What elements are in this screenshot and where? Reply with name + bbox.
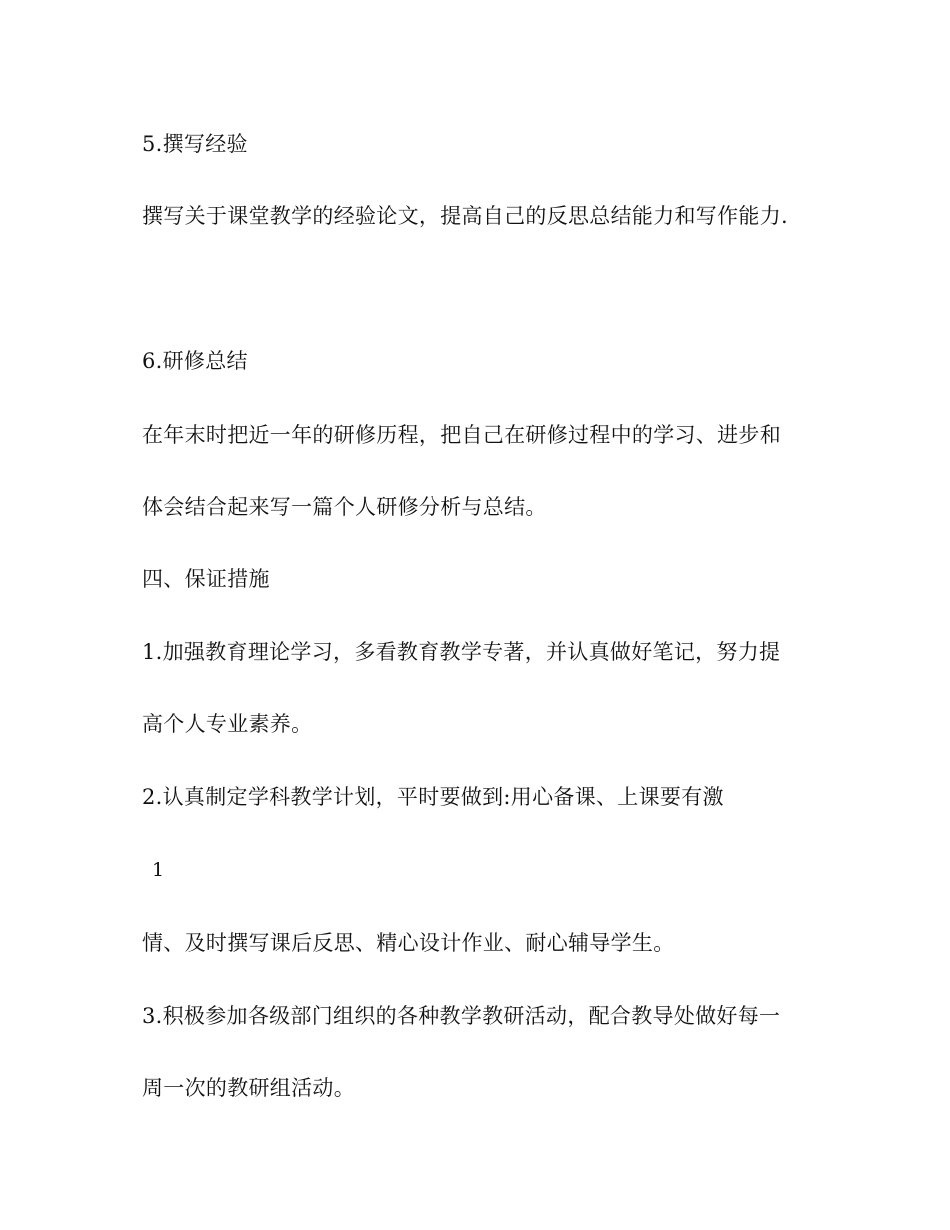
heading-writing-experience: 5.撰写经验 (142, 132, 248, 156)
measure-3-line-1: 3.积极参加各级部门组织的各种教学教研活动，配合教导处做好每一 (142, 1004, 781, 1028)
section-heading-guarantee-measures: 四、保证措施 (142, 567, 270, 591)
paragraph-training-summary-line-1: 在年末时把近一年的研修历程，把自己在研修过程中的学习、进步和 (142, 423, 781, 447)
paragraph-writing-experience: 撰写关于课堂教学的经验论文，提高自己的反思总结能力和写作能力. (142, 204, 788, 228)
measure-2-line-2: 情、及时撰写课后反思、精心设计作业、耐心辅导学生。 (142, 931, 675, 955)
measure-2-line-1: 2.认真制定学科教学计划，平时要做到:用心备课、上课要有激 (142, 785, 724, 809)
measure-1-line-2: 高个人专业素养。 (142, 712, 313, 736)
measure-3-line-2: 周一次的教研组活动。 (142, 1076, 355, 1100)
page-number: 1 (152, 859, 165, 881)
paragraph-training-summary-line-2: 体会结合起来写一篇个人研修分析与总结。 (142, 495, 547, 519)
measure-1-line-1: 1.加强教育理论学习，多看教育教学专著，并认真做好笔记，努力提 (142, 640, 781, 664)
heading-training-summary: 6.研修总结 (142, 349, 248, 373)
